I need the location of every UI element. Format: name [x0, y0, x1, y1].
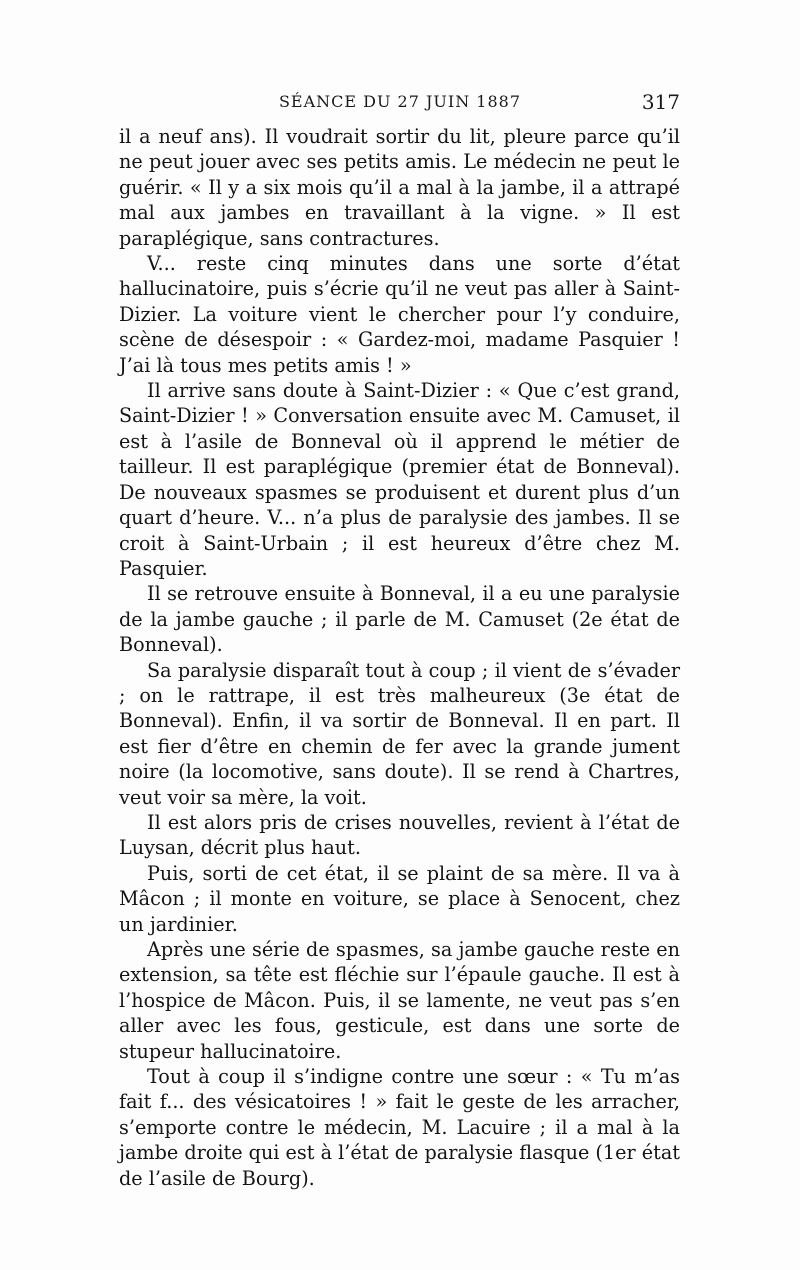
paragraph: il a neuf ans). Il voudrait sortir du lit, pleure parce qu’il ne peut jouer avec ses petits amis. Le médecin ne peut le guérir. « Il y a six mois qu’il a mal à la jambe, il a attrapé mal aux jambes en travaillant à la vigne. » Il est paraplégique, sans contractures. — [119, 125, 680, 250]
paragraph: Sa paralysie disparaît tout à coup ; il vient de s’évader ; on le rattrape, il est très malheureux (3e état de Bonneval). Enfin, il va sortir de Bonneval. Il en part. Il est fier d’être en chemin de fer avec la grande jument noire (la locomotive, sans doute). Il se rend à Chartres, veut voir sa mère, la voit. — [119, 658, 680, 809]
paragraph: Il est alors pris de crises nouvelles, revient à l’état de Luysan, décrit plus haut. — [119, 810, 680, 860]
running-title: SÉANCE DU 27 JUIN 1887 — [278, 92, 522, 111]
running-head — [120, 90, 680, 116]
page-number: 317 — [641, 90, 680, 114]
paragraph: Après une série de spasmes, sa jambe gauche reste en extension, sa tête est fléchie sur l’épaule gauche. Il est à l’hospice de Mâcon. Puis, il se lamente, ne veut pas s’en aller avec les fous, gesticule, est dans une sorte de stupeur hallucinatoire. — [119, 938, 680, 1063]
paragraph: Il arrive sans doute à Saint-Dizier : « Que c’est grand, Saint-Dizier ! » Conversation ensuite avec M. Camuset, il est à l’asile de Bonneval où il apprend le métier de tailleur. Il est paraplégique (premier état de Bonneval). De nouveaux spasmes se produisent et durent plus d’un quart d’heure. V... n’a plus de paralysie des jambes. Il se croit à Saint-Urbain ; il est heureux d’être chez M. Pasquier. — [119, 379, 680, 580]
paragraph: Tout à coup il s’indigne contre une sœur : « Tu m’as fait f... des vésicatoires ! » fait le geste de les arracher, s’emporte contre le médecin, M. Lacuire ; il a mal à la jambe droite qui est à l’état de paralysie flasque (1er état de l’asile de Bourg). — [119, 1065, 680, 1190]
body-text — [119, 124, 680, 1191]
paragraph: Il se retrouve ensuite à Bonneval, il a eu une paralysie de la jambe gauche ; il parle de M. Camuset (2e état de Bonneval). — [119, 582, 680, 657]
paragraph: Puis, sorti de cet état, il se plaint de sa mère. Il va à Mâcon ; il monte en voiture, se place à Senocent, chez un jardinier. — [119, 861, 680, 936]
paragraph: V... reste cinq minutes dans une sorte d’état hallucinatoire, puis s’écrie qu’il ne veut pas aller à Saint-Dizier. La voiture vient le chercher pour l’y conduire, scène de désespoir : « Gardez-moi, madame Pasquier ! J’ai là tous mes petits amis ! » — [119, 252, 680, 377]
